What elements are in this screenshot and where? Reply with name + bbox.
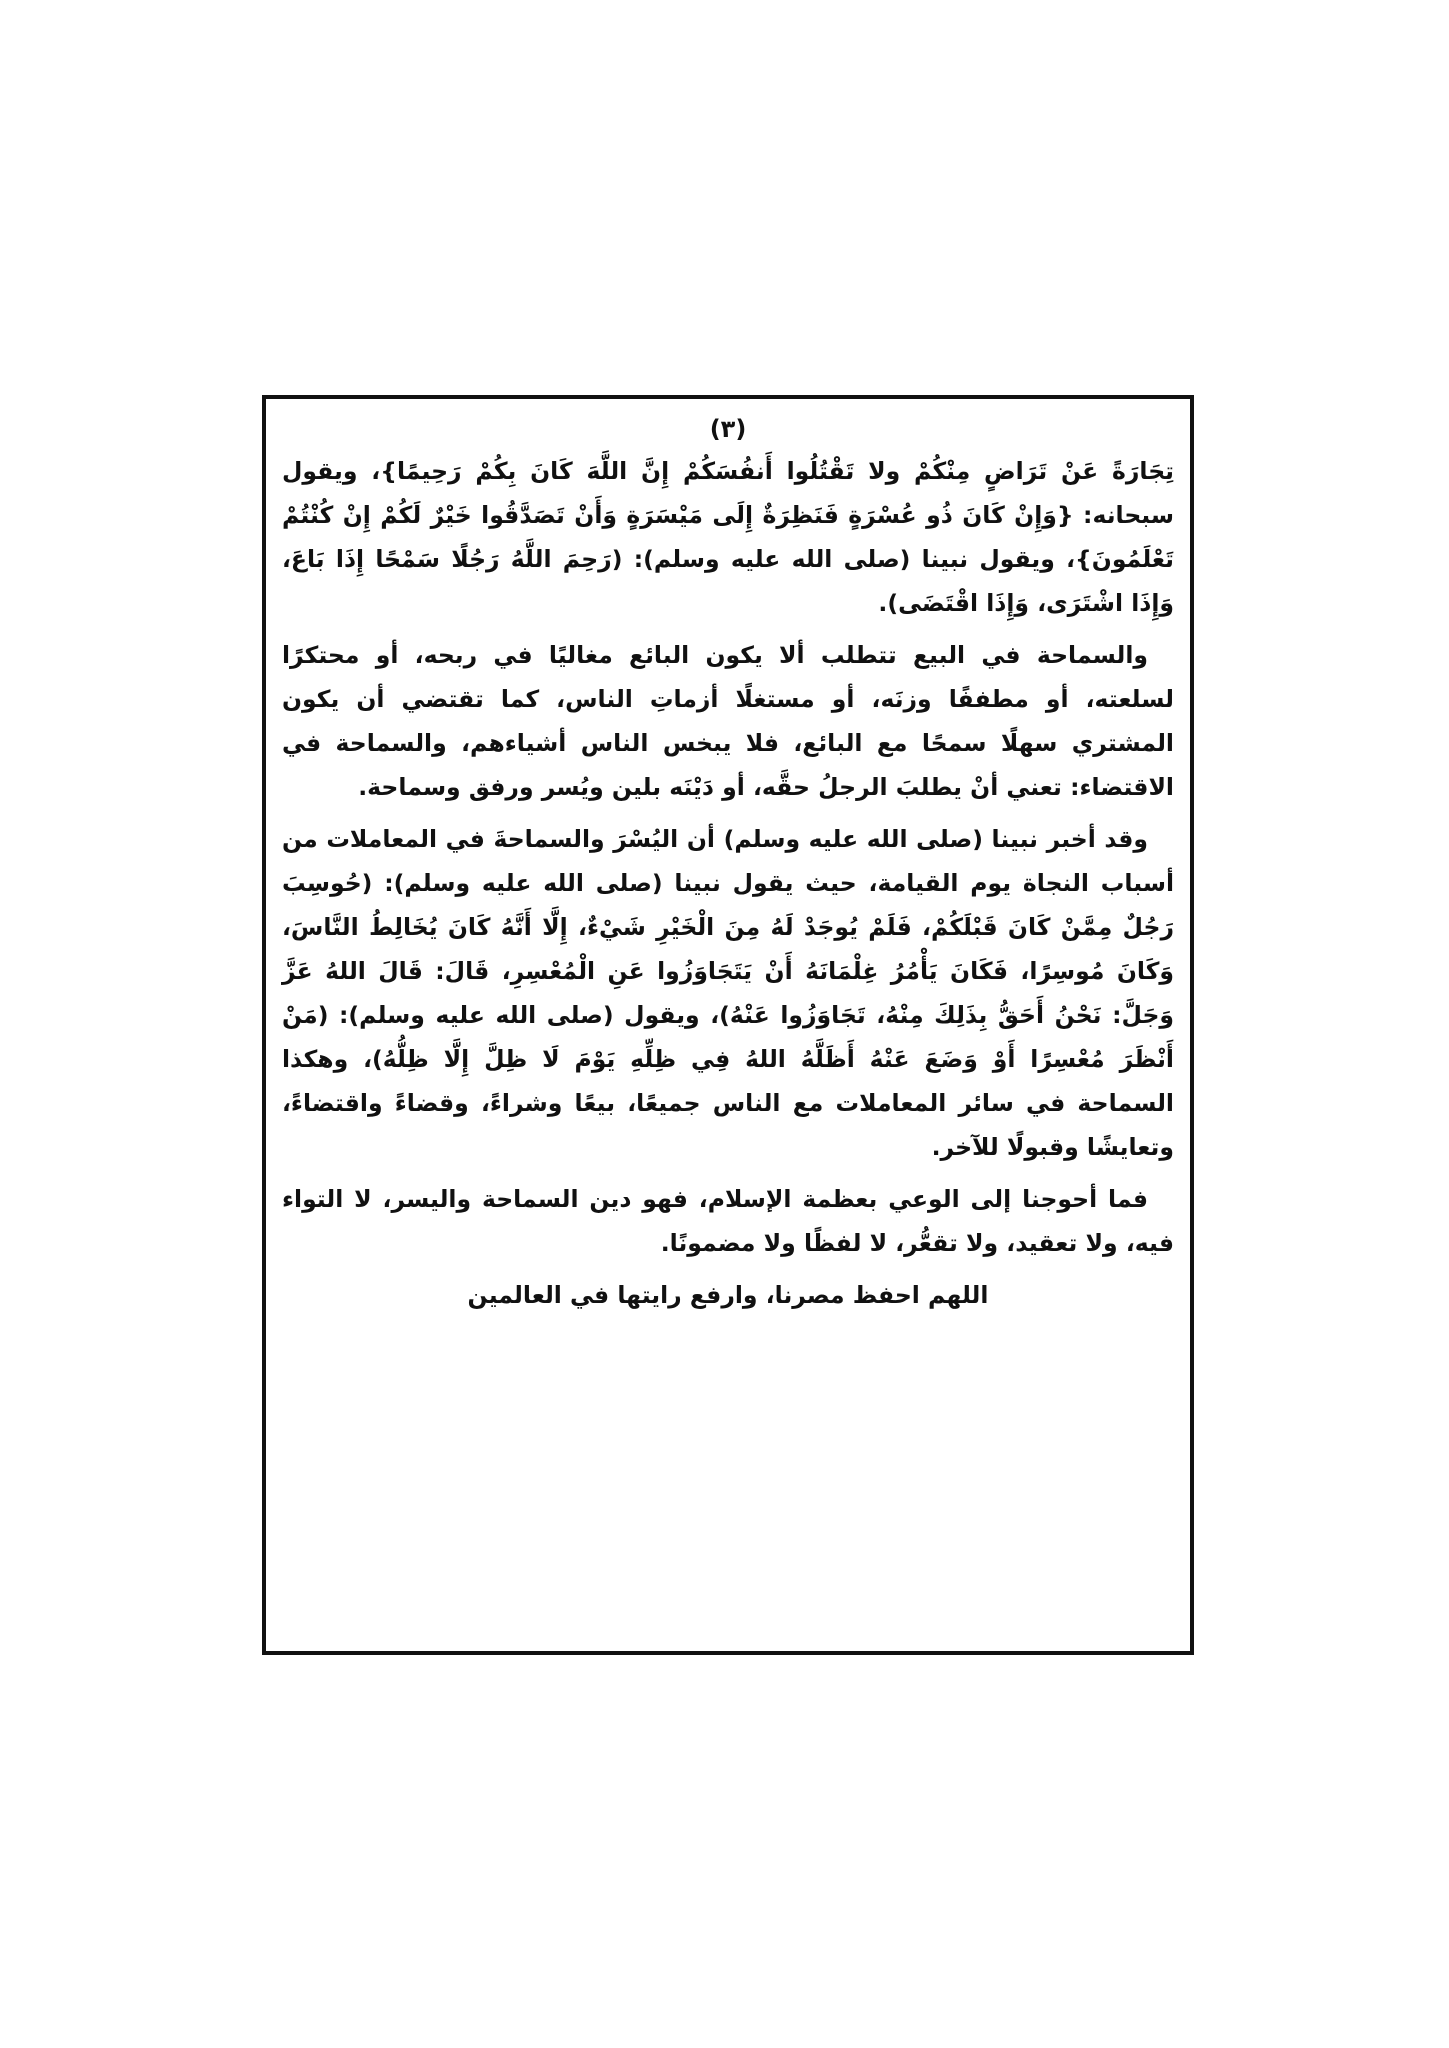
page-content [282, 409, 1174, 1641]
paragraph-2: والسماحة في البيع تتطلب ألا يكون البائع مغاليًا في ربحه، أو محتكرًا لسلعته، أو مطففًا وزنَه، أو مستغلًا أزماتِ الناس، كما تقتضي أن يكون المشتري سهلًا سمحًا مع البائع، فلا يبخس الناس أشياءهم، والسماحة في الاقتضاء: تعني أنْ يطلبَ الرجلُ حقَّه، أو دَيْنَه بلين ويُسر ورفق وسماحة. [282, 641, 1174, 801]
paragraph-4: فما أحوجنا إلى الوعي بعظمة الإسلام، فهو دين السماحة واليسر، لا التواء فيه، ولا تعقيد، ولا تقعُّر، لا لفظًا ولا مضمونًا. [282, 1185, 1174, 1257]
page-number: (٣) [709, 415, 747, 443]
paragraph-1: تِجَارَةً عَنْ تَرَاضٍ مِنْكُمْ ولا تَقْتُلُوا أَنفُسَكُمْ إِنَّ اللَّهَ كَانَ بِكُمْ رَحِيمًا}، ويقول سبحانه: {وَإِنْ كَانَ ذُو عُسْرَةٍ فَنَظِرَةٌ إِلَى مَيْسَرَةٍ وَأَنْ تَصَدَّقُوا خَيْرٌ لَكُمْ إِنْ كُنْتُمْ تَعْلَمُونَ}، ويقول نبينا (صلى الله عليه وسلم): (رَحِمَ اللَّهُ رَجُلًا سَمْحًا إِذَا بَاعَ، وَإِذَا اشْتَرَى، وَإِذَا اقْتَضَى). [282, 457, 1174, 617]
paragraph-3: وقد أخبر نبينا (صلى الله عليه وسلم) أن اليُسْرَ والسماحةَ في المعاملات من أسباب النجاة يوم القيامة، حيث يقول نبينا (صلى الله عليه وسلم): (حُوسِبَ رَجُلٌ مِمَّنْ كَانَ قَبْلَكُمْ، فَلَمْ يُوجَدْ لَهُ مِنَ الْخَيْرِ شَيْءٌ، إِلَّا أَنَّهُ كَانَ يُخَالِطُ النَّاسَ، وَكَانَ مُوسِرًا، فَكَانَ يَأْمُرُ غِلْمَانَهُ أَنْ يَتَجَاوَزُوا عَنِ الْمُعْسِرِ، قَالَ: قَالَ اللهُ عَزَّ وَجَلَّ: نَحْنُ أَحَقُّ بِذَلِكَ مِنْهُ، تَجَاوَزُوا عَنْهُ)، ويقول (صلى الله عليه وسلم): (مَنْ أَنْظَرَ مُعْسِرًا أَوْ وَضَعَ عَنْهُ أَظَلَّهُ اللهُ فِي ظِلِّهِ يَوْمَ لَا ظِلَّ إِلَّا ظِلُّهُ)، وهكذا السماحة في سائر المعاملات مع الناس جميعًا، بيعًا وشراءً، وقضاءً واقتضاءً، وتعايشًا وقبولًا للآخر. [282, 825, 1174, 1161]
closing-prayer: اللهم احفظ مصرنا، وارفع رايتها في العالمين [467, 1281, 989, 1309]
page-frame [262, 395, 1194, 1655]
